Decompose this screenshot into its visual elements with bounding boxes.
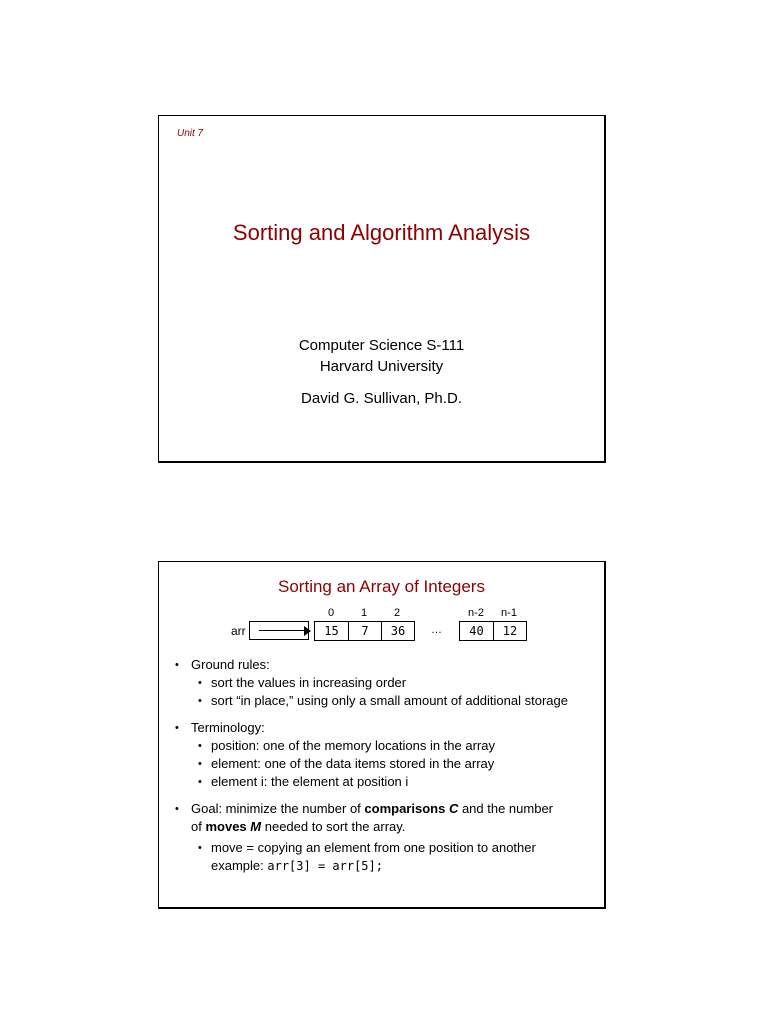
pointer-arrow-icon: [304, 626, 311, 636]
course-name: Computer Science S-111: [298, 337, 465, 354]
index-label: 1: [360, 607, 368, 619]
index-label: 0: [327, 607, 335, 619]
ground-rule-item: • sort the values in increasing order: [171, 674, 596, 692]
goal-text: • Goal: minimize the number of comparisons C and the number of moves M needed to sort the array.: [171, 800, 596, 836]
array-cell: 15: [324, 624, 339, 638]
ground-rules-heading: • Ground rules:: [171, 656, 596, 674]
move-definition: • move = copying an element from one position to another example: arr[3] = arr[5];: [171, 839, 596, 875]
university-name: Harvard University: [319, 358, 444, 375]
array-cells-right: [459, 621, 527, 641]
slide-title: Sorting an Array of Integers: [278, 577, 485, 596]
index-label: 2: [393, 607, 401, 619]
pointer-arrow-line: [259, 630, 304, 631]
terminology-item: • element i: the element at position i: [171, 773, 596, 791]
terminology-heading: • Terminology:: [171, 719, 596, 737]
array-cell: 40: [469, 624, 484, 638]
unit-label: Unit 7: [177, 128, 204, 139]
terminology-item: • element: one of the data items stored in the array: [171, 755, 596, 773]
author-name: David G. Sullivan, Ph.D.: [301, 390, 462, 407]
bullet-list: [171, 656, 596, 875]
array-cell: 36: [381, 622, 414, 640]
array-cell: 12: [493, 622, 526, 640]
index-label: n-1: [501, 607, 517, 619]
array-cells-left: [314, 621, 415, 641]
array-variable-label: arr: [231, 624, 246, 638]
array-cell: 7: [348, 622, 381, 640]
index-label: n-2: [468, 607, 484, 619]
ground-rule-item: • sort “in place,” using only a small amount of additional storage: [171, 692, 596, 710]
array-ellipsis: …: [431, 624, 442, 636]
terminology-item: • position: one of the memory locations in the array: [171, 737, 596, 755]
slide-title: Sorting and Algorithm Analysis: [232, 220, 531, 245]
code-example: arr[3] = arr[5];: [267, 859, 383, 873]
title-slide: [158, 115, 606, 463]
content-slide: [158, 561, 606, 909]
